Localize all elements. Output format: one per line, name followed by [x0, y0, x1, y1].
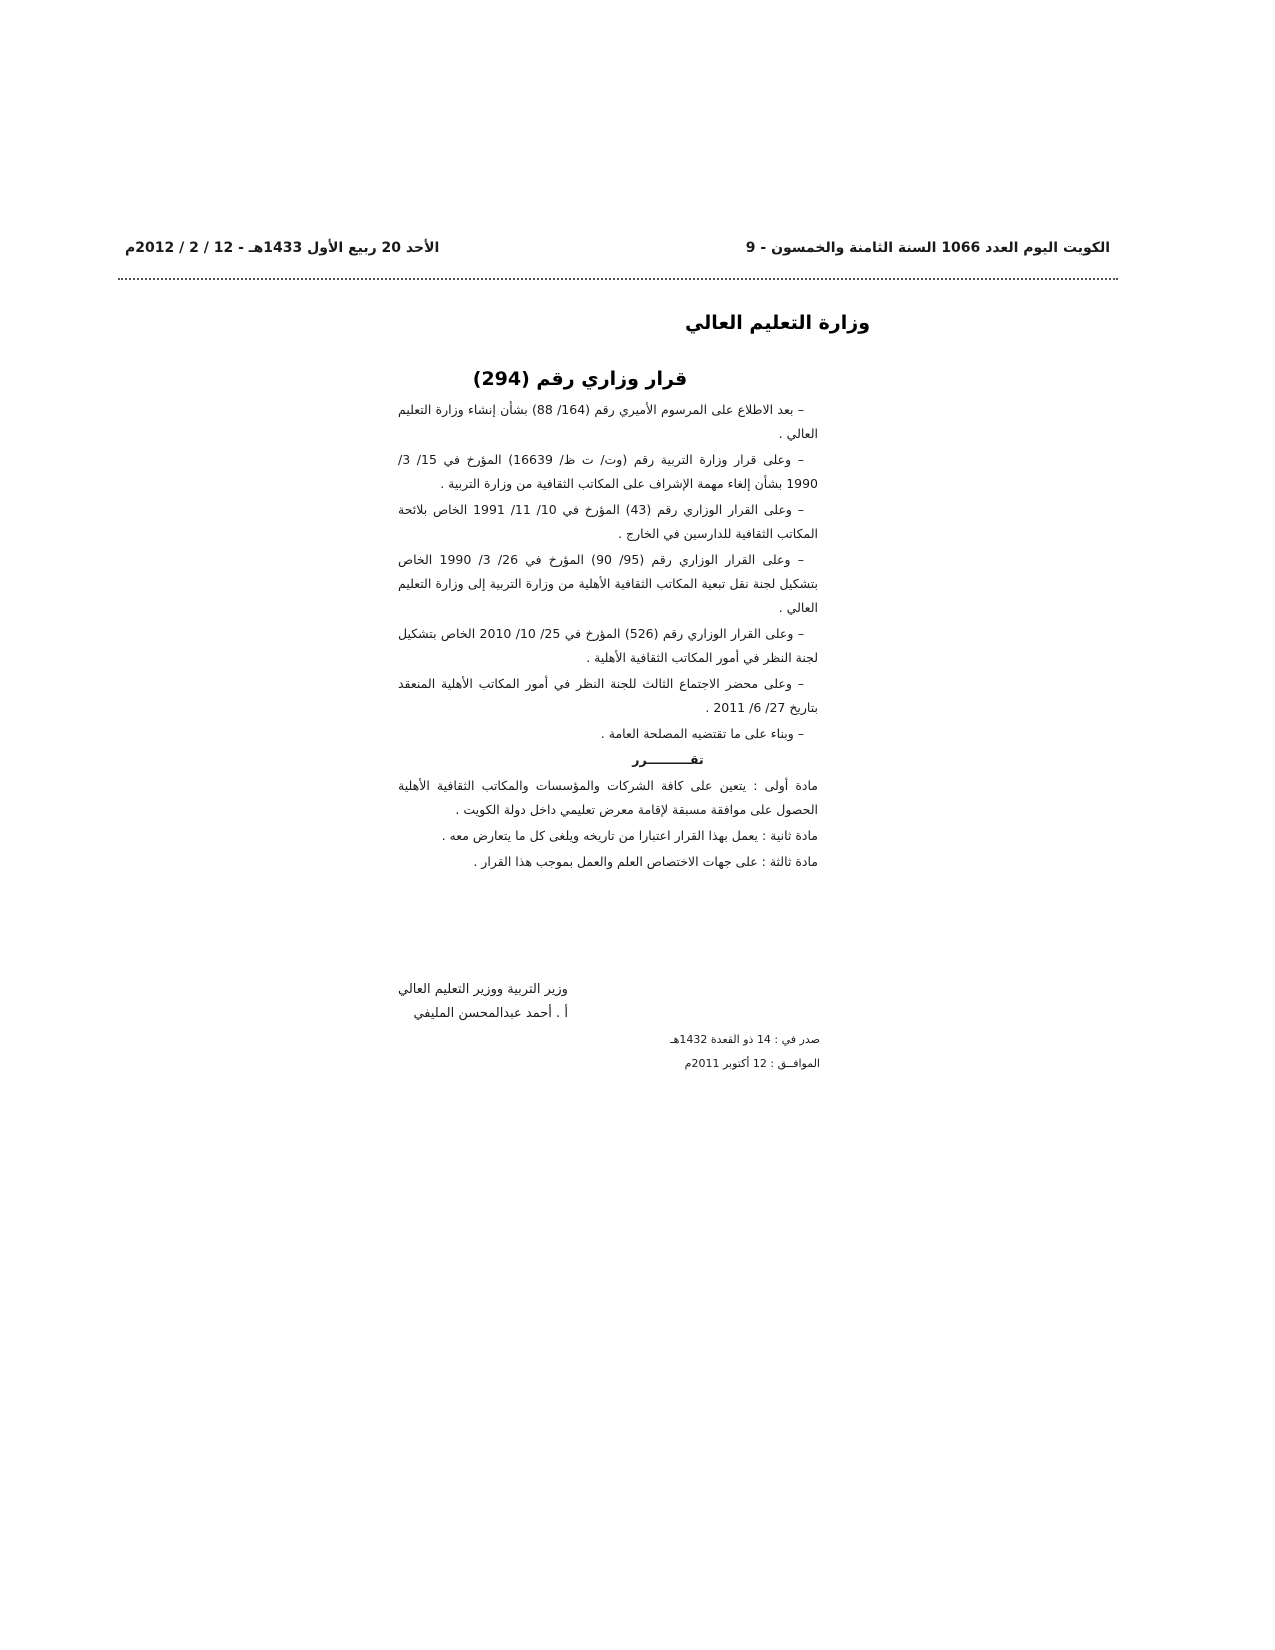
preamble-item: – وبناء على ما تقتضيه المصلحة العامة .	[600, 726, 804, 741]
issue-date-block	[520, 1028, 820, 1076]
header-divider	[118, 278, 1118, 280]
preamble-item: – وعلى محضر الاجتماع الثالث للجنة النظر في أمور المكاتب الأهلية المنعقد بتاريخ 27/ 6/ 2011 .	[398, 676, 818, 715]
decree-title: قرار وزاري رقم (294)	[472, 368, 688, 390]
signatory-title: وزير التربية ووزير التعليم العالي	[398, 982, 568, 997]
article-first: مادة أولى : يتعين على كافة الشركات والمؤسسات والمكاتب الثقافية الأهلية الحصول على موافقة مسبقة لإقامة معرض تعليمي داخل دولة الكويت .	[398, 778, 818, 817]
ministry-heading: وزارة التعليم العالي	[684, 312, 870, 334]
signatory-name: أ . أحمد عبدالمحسن المليفي	[413, 1006, 568, 1021]
decides-heading: تقــــــــــرر	[632, 752, 704, 767]
preamble-item: – وعلى القرار الوزاري رقم (526) المؤرخ في 25/ 10/ 2010 الخاص بتشكيل لجنة النظر في أمور المكاتب الثقافية الأهلية .	[398, 626, 818, 665]
gazette-issue-info: الكويت اليوم العدد 1066 السنة الثامنة والخمسون - 9	[745, 240, 1110, 256]
preamble-item: – بعد الاطلاع على المرسوم الأميري رقم (164/ 88) بشأن إنشاء وزارة التعليم العالي .	[398, 402, 818, 441]
preamble-item: – وعلى القرار الوزاري رقم (43) المؤرخ في 10/ 11/ 1991 الخاص بلائحة المكاتب الثقافية للدارسين في الخارج .	[398, 502, 818, 541]
decree-body	[398, 398, 818, 876]
issued-hijri-date: صدر في : 14 ذو القعدة 1432هـ	[670, 1033, 820, 1046]
preamble-item: – وعلى القرار الوزاري رقم (95/ 90) المؤرخ في 26/ 3/ 1990 الخاص بتشكيل لجنة نقل تبعية المكاتب الثقافية الأهلية من وزارة التربية إلى وزارة التعليم العالي .	[398, 552, 818, 615]
issued-gregorian-date: الموافــق : 12 أكتوبر 2011م	[684, 1057, 820, 1070]
signature-block	[398, 978, 818, 1026]
preamble-item: – وعلى قرار وزارة التربية رقم (وت/ ت ظ/ 16639) المؤرخ في 15/ 3/ 1990 بشأن إلغاء مهمة الإشراف على المكاتب الثقافية من وزارة التربية .	[398, 452, 818, 491]
article-second: مادة ثانية : يعمل بهذا القرار اعتبارا من تاريخه ويلغى كل ما يتعارض معه .	[441, 828, 818, 843]
gazette-date-info: الأحد 20 ربيع الأول 1433هـ - 12 / 2 / 2012م	[125, 240, 440, 256]
article-third: مادة ثالثة : على جهات الاختصاص العلم والعمل بموجب هذا القرار .	[473, 854, 818, 869]
